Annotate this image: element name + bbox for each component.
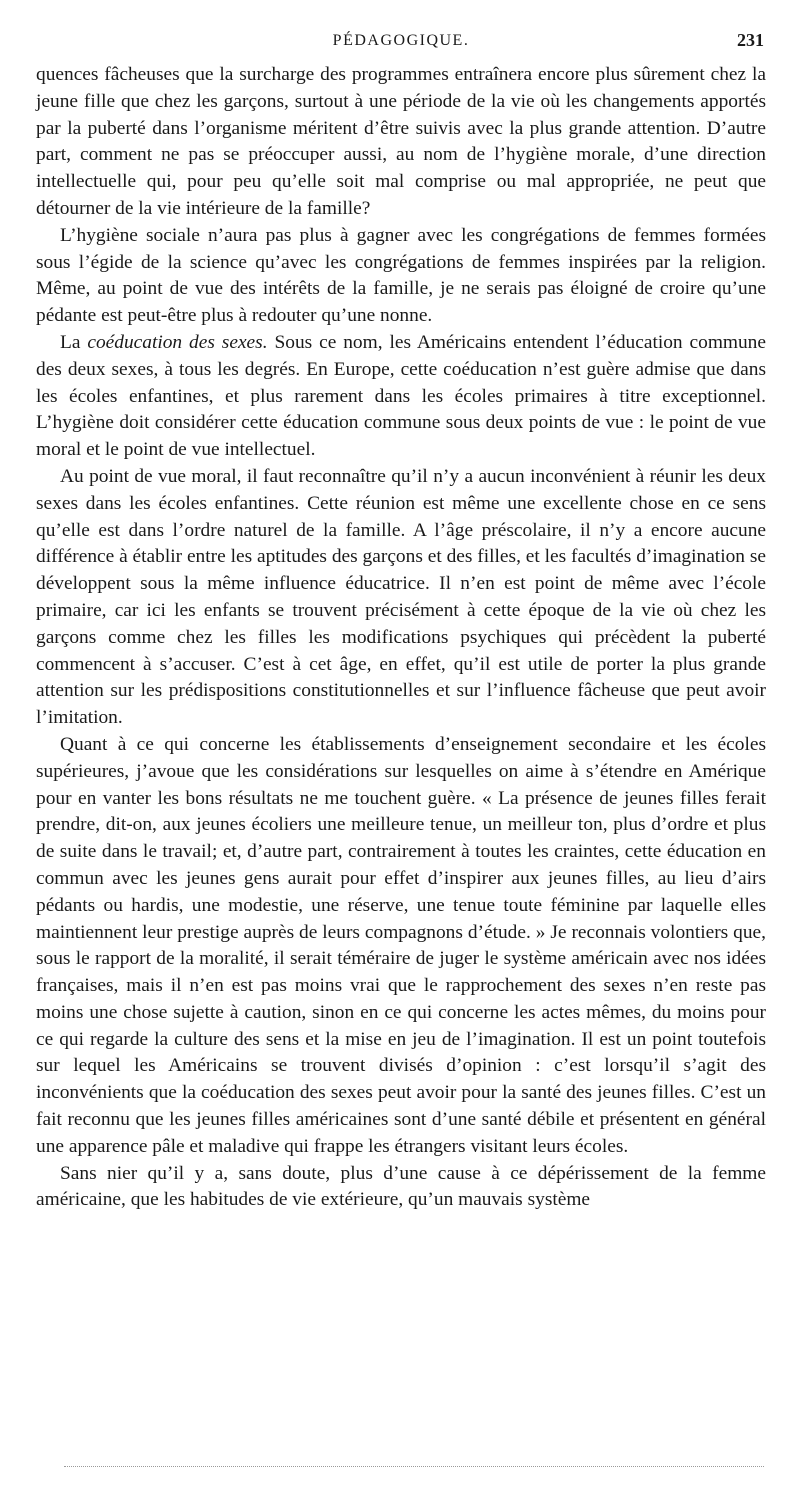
paragraph-point-de-vue-moral bbox=[36, 464, 766, 732]
paragraph-continuation bbox=[36, 62, 766, 223]
footer-dotted-rule bbox=[64, 1466, 764, 1467]
paragraph-text: Quant à ce qui concerne les établissements d’enseignement secondaire et les écoles supérieures, j’avoue que les considérations sur lesquelles on aime à s’étendre en Amérique pour en vanter les bons résultats ne me touchent guère. « La présence de jeunes filles ferait prendre, dit-on, aux jeunes écoliers une meilleure tenue, un meilleur ton, plus d’ordre et plus de suite dans le travail; et, d’autre part, contrairement à toutes les craintes, cette éducation en commun avec les jeunes gens aurait pour effet d’inspirer aux jeunes filles, au lieu d’airs pédants ou hardis, une modestie, une réserve, une tenue toute féminine par laquelle elles maintiennent leur prestige auprès de leurs compagnons d’étude. » Je reconnais volontiers que, sous le rapport de la moralité, il serait téméraire de juger le système américain avec nos idées françaises, mais il n’en est pas moins vrai que le rapprochement des sexes n’en reste pas moins une chose sujette à caution, sinon en ce qui concerne les actes mêmes, du moins pour ce qui regarde la culture des sens et la mise en jeu de l’imagination. Il est un point toutefois sur lequel les Américains se trouvent divisés d’opinion : c’est lorsqu’il s’agit des inconvénients que la coéducation des sexes peut avoir pour la santé des jeunes filles. C’est un fait reconnu que les jeunes filles américaines sont d’une santé débile et présentent en général une apparence pâle et maladive qui frappe les étrangers visitant leurs écoles. bbox=[36, 733, 766, 1157]
paragraph-sans-nier bbox=[36, 1161, 766, 1215]
paragraph-hygiene-sociale bbox=[36, 223, 766, 330]
paragraph-text: quences fâcheuses que la surcharge des programmes entraînera encore plus sûrement chez la jeune fille que chez les garçons, surtout à une période de la vie où les changements apportés par la puberté dans l’organisme méritent d’être suivis avec la plus grande attention. D’autre part, comment ne pas se préoccuper aussi, au nom de l’hygiène morale, d’une direction intellectuelle qui, pour peu qu’elle soit mal comprise ou mal appropriée, ne peut que détourner de la vie intérieure de la famille? bbox=[36, 64, 766, 219]
paragraph-text: Sans nier qu’il y a, sans doute, plus d’une cause à ce dépérissement de la femme américaine, que les habitudes de vie extérieure, qu’un mauvais système bbox=[36, 1162, 766, 1211]
book-page bbox=[36, 28, 766, 1214]
page-number: 231 bbox=[737, 30, 764, 50]
running-head bbox=[36, 28, 766, 58]
paragraph-text: Sous ce nom, les Américains entendent l’éducation commune des deux sexes, à tous les degrés. En Europe, cette coéducation n’est guère admise que dans les écoles enfantines, et plus rarement dans les écoles primaires à titre exceptionnel. L’hygiène doit considérer cette éducation commune sous deux points de vue : le point de vue moral et le point de vue intellectuel. bbox=[36, 331, 766, 461]
paragraph-coeducation bbox=[36, 330, 766, 464]
running-title: PÉDAGOGIQUE. bbox=[332, 32, 470, 49]
paragraph-enseignement-secondaire bbox=[36, 732, 766, 1161]
paragraph-text: Au point de vue moral, il faut reconnaître qu’il n’y a aucun inconvénient à réunir les deux sexes dans les écoles enfantines. Cette réunion est même une excellente chose en ce sens qu’elle est dans l’ordre naturel de la famille. A l’âge préscolaire, il n’y a encore aucune différence à établir entre les aptitudes des garçons et des filles, et les facultés d’imagination se développent sous la même influence éducatrice. Il n’en est point de même avec l’école primaire, car ici les enfants se trouvent précisément à cette époque de la vie où chez les garçons comme chez les filles les modifications psychiques qui précèdent la puberté commencent à s’accuser. C’est à cet âge, en effet, qu’il est utile de porter la plus grande attention sur les prédispositions constitutionnelles et sur l’influence fâcheuse que peut avoir l’imitation. bbox=[36, 465, 766, 729]
paragraph-lead: La bbox=[60, 331, 88, 353]
italic-term: coéducation des sexes. bbox=[87, 331, 268, 353]
paragraph-text: L’hygiène sociale n’aura pas plus à gagner avec les congrégations de femmes formées sous l’égide de la science qu’avec les congrégations de femmes inspirées par la religion. Même, au point de vue des intérêts de la famille, je ne serais pas éloigné de croire qu’une pédante est peut-être plus à redouter qu’une nonne. bbox=[36, 224, 766, 327]
body-text bbox=[36, 62, 766, 1214]
